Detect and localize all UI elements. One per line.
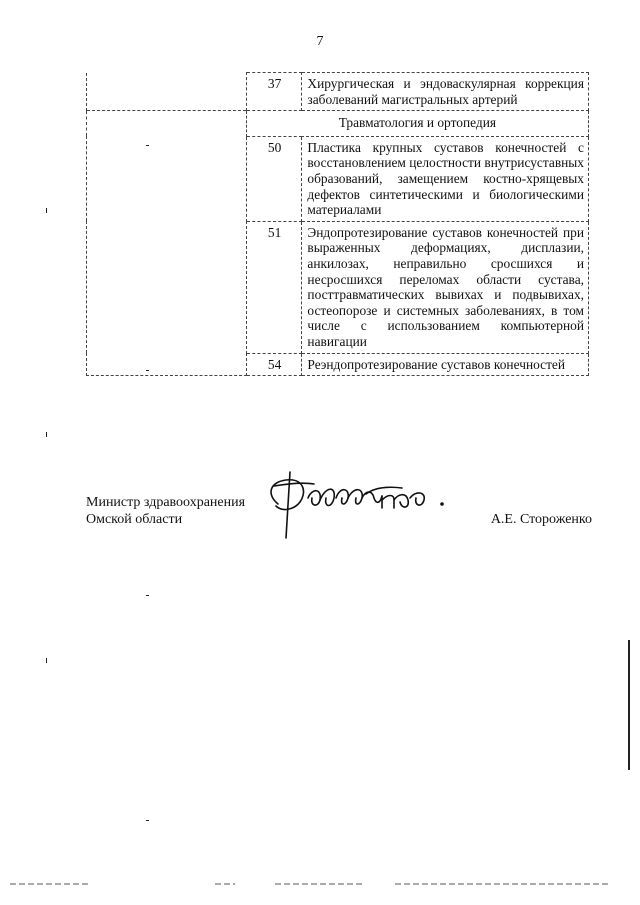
- signatory-name: А.Е. Стороженко: [490, 512, 592, 527]
- page-number: 7: [316, 34, 324, 49]
- services-table: [86, 72, 589, 376]
- scan-speck: [146, 595, 149, 596]
- table-cell-blank: [87, 136, 247, 375]
- table-row: [87, 73, 589, 111]
- row-description: Реэндопротезирование суставов конечностей: [302, 353, 589, 376]
- section-header-row: [87, 111, 589, 137]
- scan-edge-line: [628, 640, 630, 770]
- scan-speck: [46, 432, 47, 437]
- table-cell-blank: [87, 73, 247, 111]
- row-description: Хирургическая и эндоваскулярная коррекция заболеваний магистральных артерий: [302, 73, 589, 111]
- row-description: Эндопротезирование суставов конечностей при выраженных деформациях, дисплазии, анкилозах, неправильно сросшихся и несросшихся переломах области сустава, посттравматических вывихах и подвывихах, остеопорозе и системных заболеваниях, в том числе с использованием компьютерной навигации: [302, 221, 589, 353]
- handwritten-signature: [256, 464, 456, 544]
- scan-speck: [46, 208, 47, 213]
- row-description: Пластика крупных суставов конечностей с восстановлением целостности внутрисуставных образований, замещением костно-хрящевых дефектов синтетическими и биологическими материалами: [302, 136, 589, 221]
- signatory-title-line: Министр здравоохранения: [86, 495, 246, 510]
- table-cell-blank: [87, 111, 247, 137]
- row-number: 50: [246, 136, 302, 221]
- section-title: Травматология и ортопедия: [246, 111, 588, 137]
- scan-speck: [146, 820, 149, 821]
- row-number: 54: [246, 353, 302, 376]
- row-number: 51: [246, 221, 302, 353]
- signatory-title-line: Омской области: [86, 512, 183, 527]
- signature-block: [86, 494, 592, 554]
- signatory-title: [86, 494, 245, 528]
- table-row: [87, 136, 589, 221]
- row-number: 37: [246, 73, 302, 111]
- scan-speck: [46, 658, 47, 663]
